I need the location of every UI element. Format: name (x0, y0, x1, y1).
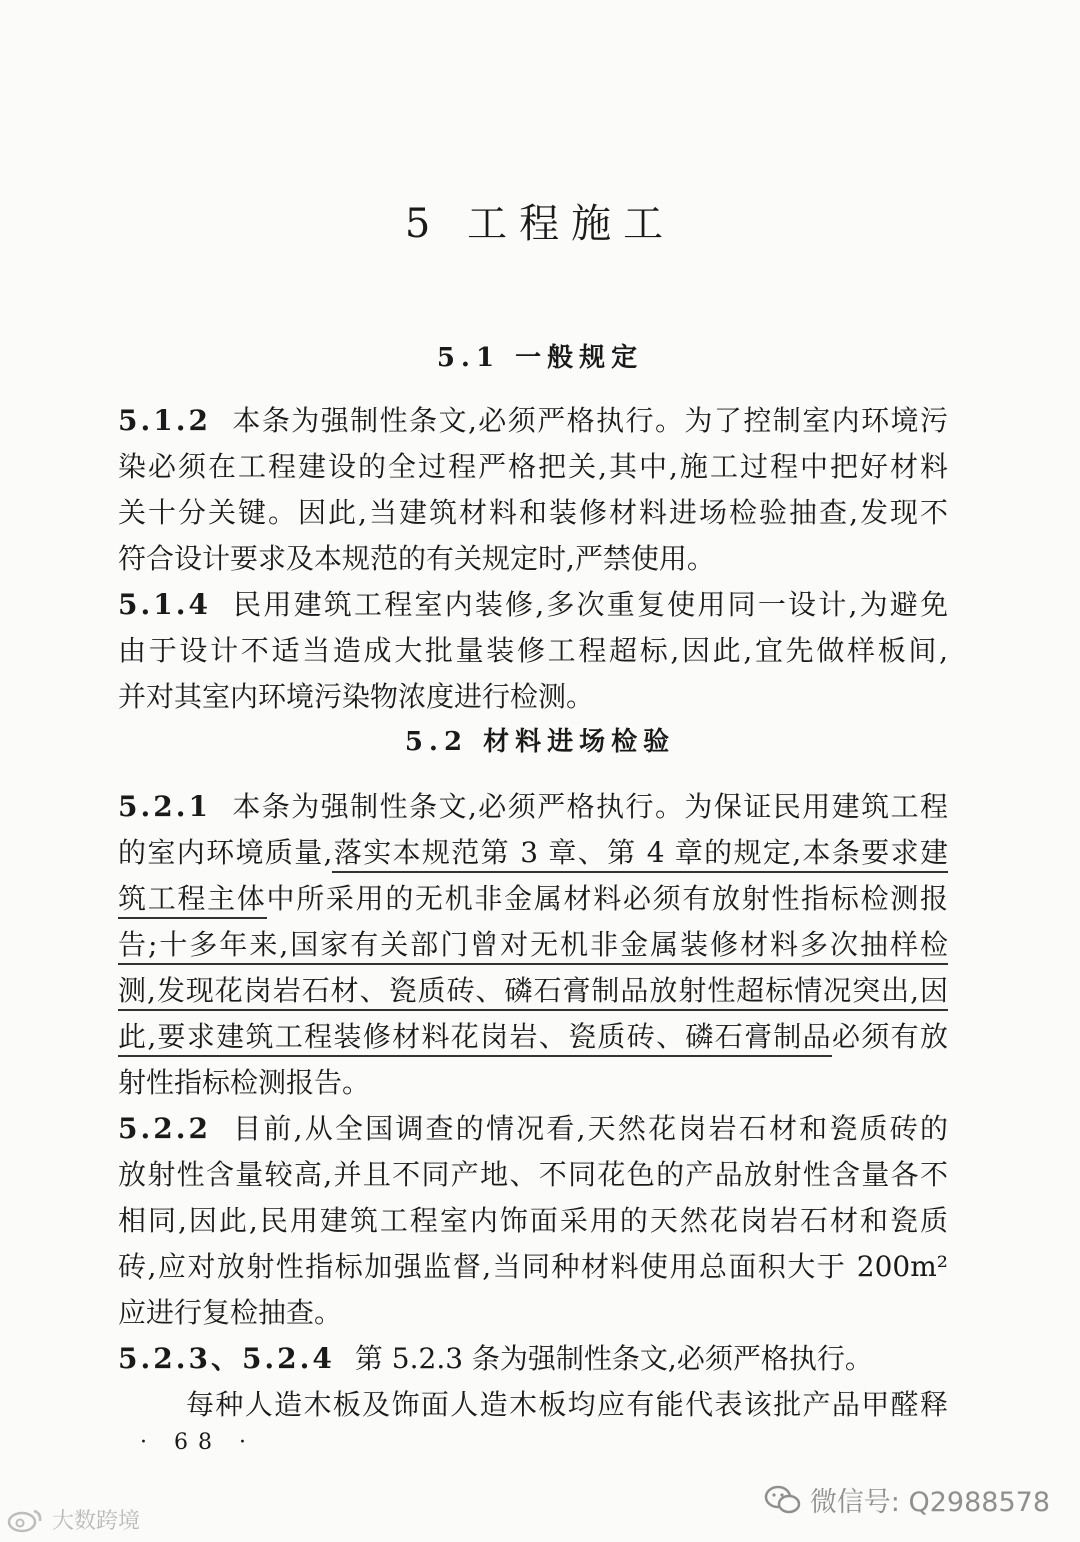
paragraph-line: 放射性含量较高,并且不同产地、不同花色的产品放射性含量各不 (118, 1158, 948, 1191)
underlined-text: 此,要求建筑工程装修材料花岗岩、瓷质砖、磷石膏制品 (118, 1020, 832, 1057)
clause-text: 第 5.2.3 条为强制性条文,必须严格执行。 (354, 1342, 873, 1375)
clause-number: 5.2.3、5.2.4 (118, 1342, 335, 1375)
clause-number: 5.2.1 (118, 790, 211, 823)
clause-number: 5.1.4 (118, 588, 211, 621)
clause-text: 本条为强制性条文,必须严格执行。为了控制室内环境污 (230, 404, 948, 437)
chapter-title: 5 工程施工 (404, 201, 676, 247)
watermark-left-text: 大数跨境 (52, 1509, 141, 1534)
clause-text: 本条为强制性条文,必须严格执行。为保证民用建筑工程 (230, 790, 948, 823)
paragraph-line: 并对其室内环境污染物浓度进行检测。 (118, 680, 595, 713)
wechat-logo-icon (764, 1484, 802, 1516)
clause-5-1-4-line (118, 584, 948, 626)
underlined-text: 筑工程主体 (118, 882, 267, 919)
paragraph-line (118, 970, 948, 1012)
paragraph-line: 射性指标检测报告。 (118, 1066, 371, 1099)
watermark-left (6, 1504, 140, 1535)
clause-number: 5.2.2 (118, 1112, 211, 1145)
section-title-5-2: 5.2 材料进场检验 (404, 727, 676, 757)
paragraph-line: 由于设计不适当造成大批量装修工程超标,因此,宜先做样板间, (118, 634, 948, 667)
clause-text: 民用建筑工程室内装修,多次重复使用同一设计,为避免 (230, 588, 948, 621)
text-span: 必须有放 (832, 1020, 948, 1053)
underlined-text: 落实本规范第 3 章、第 4 章的规定,本条 (332, 836, 861, 873)
clause-5-2-1-line (118, 786, 948, 828)
page-number: · 68 · (140, 1430, 256, 1455)
paragraph-line: 应进行复检抽查。 (118, 1296, 343, 1329)
paragraph-line (118, 832, 948, 874)
paragraph-line (118, 924, 948, 966)
clause-text: 目前,从全国调查的情况看,天然花岗岩石材和瓷质砖的 (230, 1112, 948, 1145)
paragraph-line: 符合设计要求及本规范的有关规定时,严禁使用。 (118, 542, 715, 575)
paragraph-line (118, 878, 948, 920)
paragraph-line: 每种人造木板及饰面人造木板均应有能代表该批产品甲醛释 (186, 1388, 948, 1421)
text-span: 中所采用的无机非金属材料必须有放射性指标检测报 (266, 882, 948, 915)
text-span: 的室内环境质量, (118, 836, 333, 869)
clause-5-2-3-line (118, 1338, 948, 1380)
paragraph-line: 染必须在工程建设的全过程严格把关,其中,施工过程中把好材料 (118, 450, 948, 483)
paragraph-line (118, 1016, 948, 1058)
watermark-right-text: 微信号: Q2988578 (809, 1487, 1050, 1518)
underlined-text: 告;十多年来,国家有关部门曾对无机非金属装修材料多次抽样检 (118, 928, 948, 965)
weibo-logo-icon (6, 1507, 46, 1533)
section-title-5-1: 5.1 一般规定 (436, 343, 644, 373)
paragraph-line: 砖,应对放射性指标加强监督,当同种材料使用总面积大于 200m² (118, 1250, 948, 1283)
underlined-text: 测,发现花岗岩石材、瓷质砖、磷石膏制品放射性超标情况突出,因 (118, 974, 948, 1011)
paragraph-line: 相同,因此,民用建筑工程室内饰面采用的天然花岗岩石材和瓷质 (118, 1204, 948, 1237)
watermark-right (764, 1480, 1050, 1519)
clause-number: 5.1.2 (118, 404, 211, 437)
clause-5-1-2-line (118, 400, 948, 442)
clause-5-2-2-line (118, 1108, 948, 1150)
underlined-text: 要求建 (861, 836, 948, 873)
paragraph-line: 关十分关键。因此,当建筑材料和装修材料进场检验抽查,发现不 (118, 496, 948, 529)
